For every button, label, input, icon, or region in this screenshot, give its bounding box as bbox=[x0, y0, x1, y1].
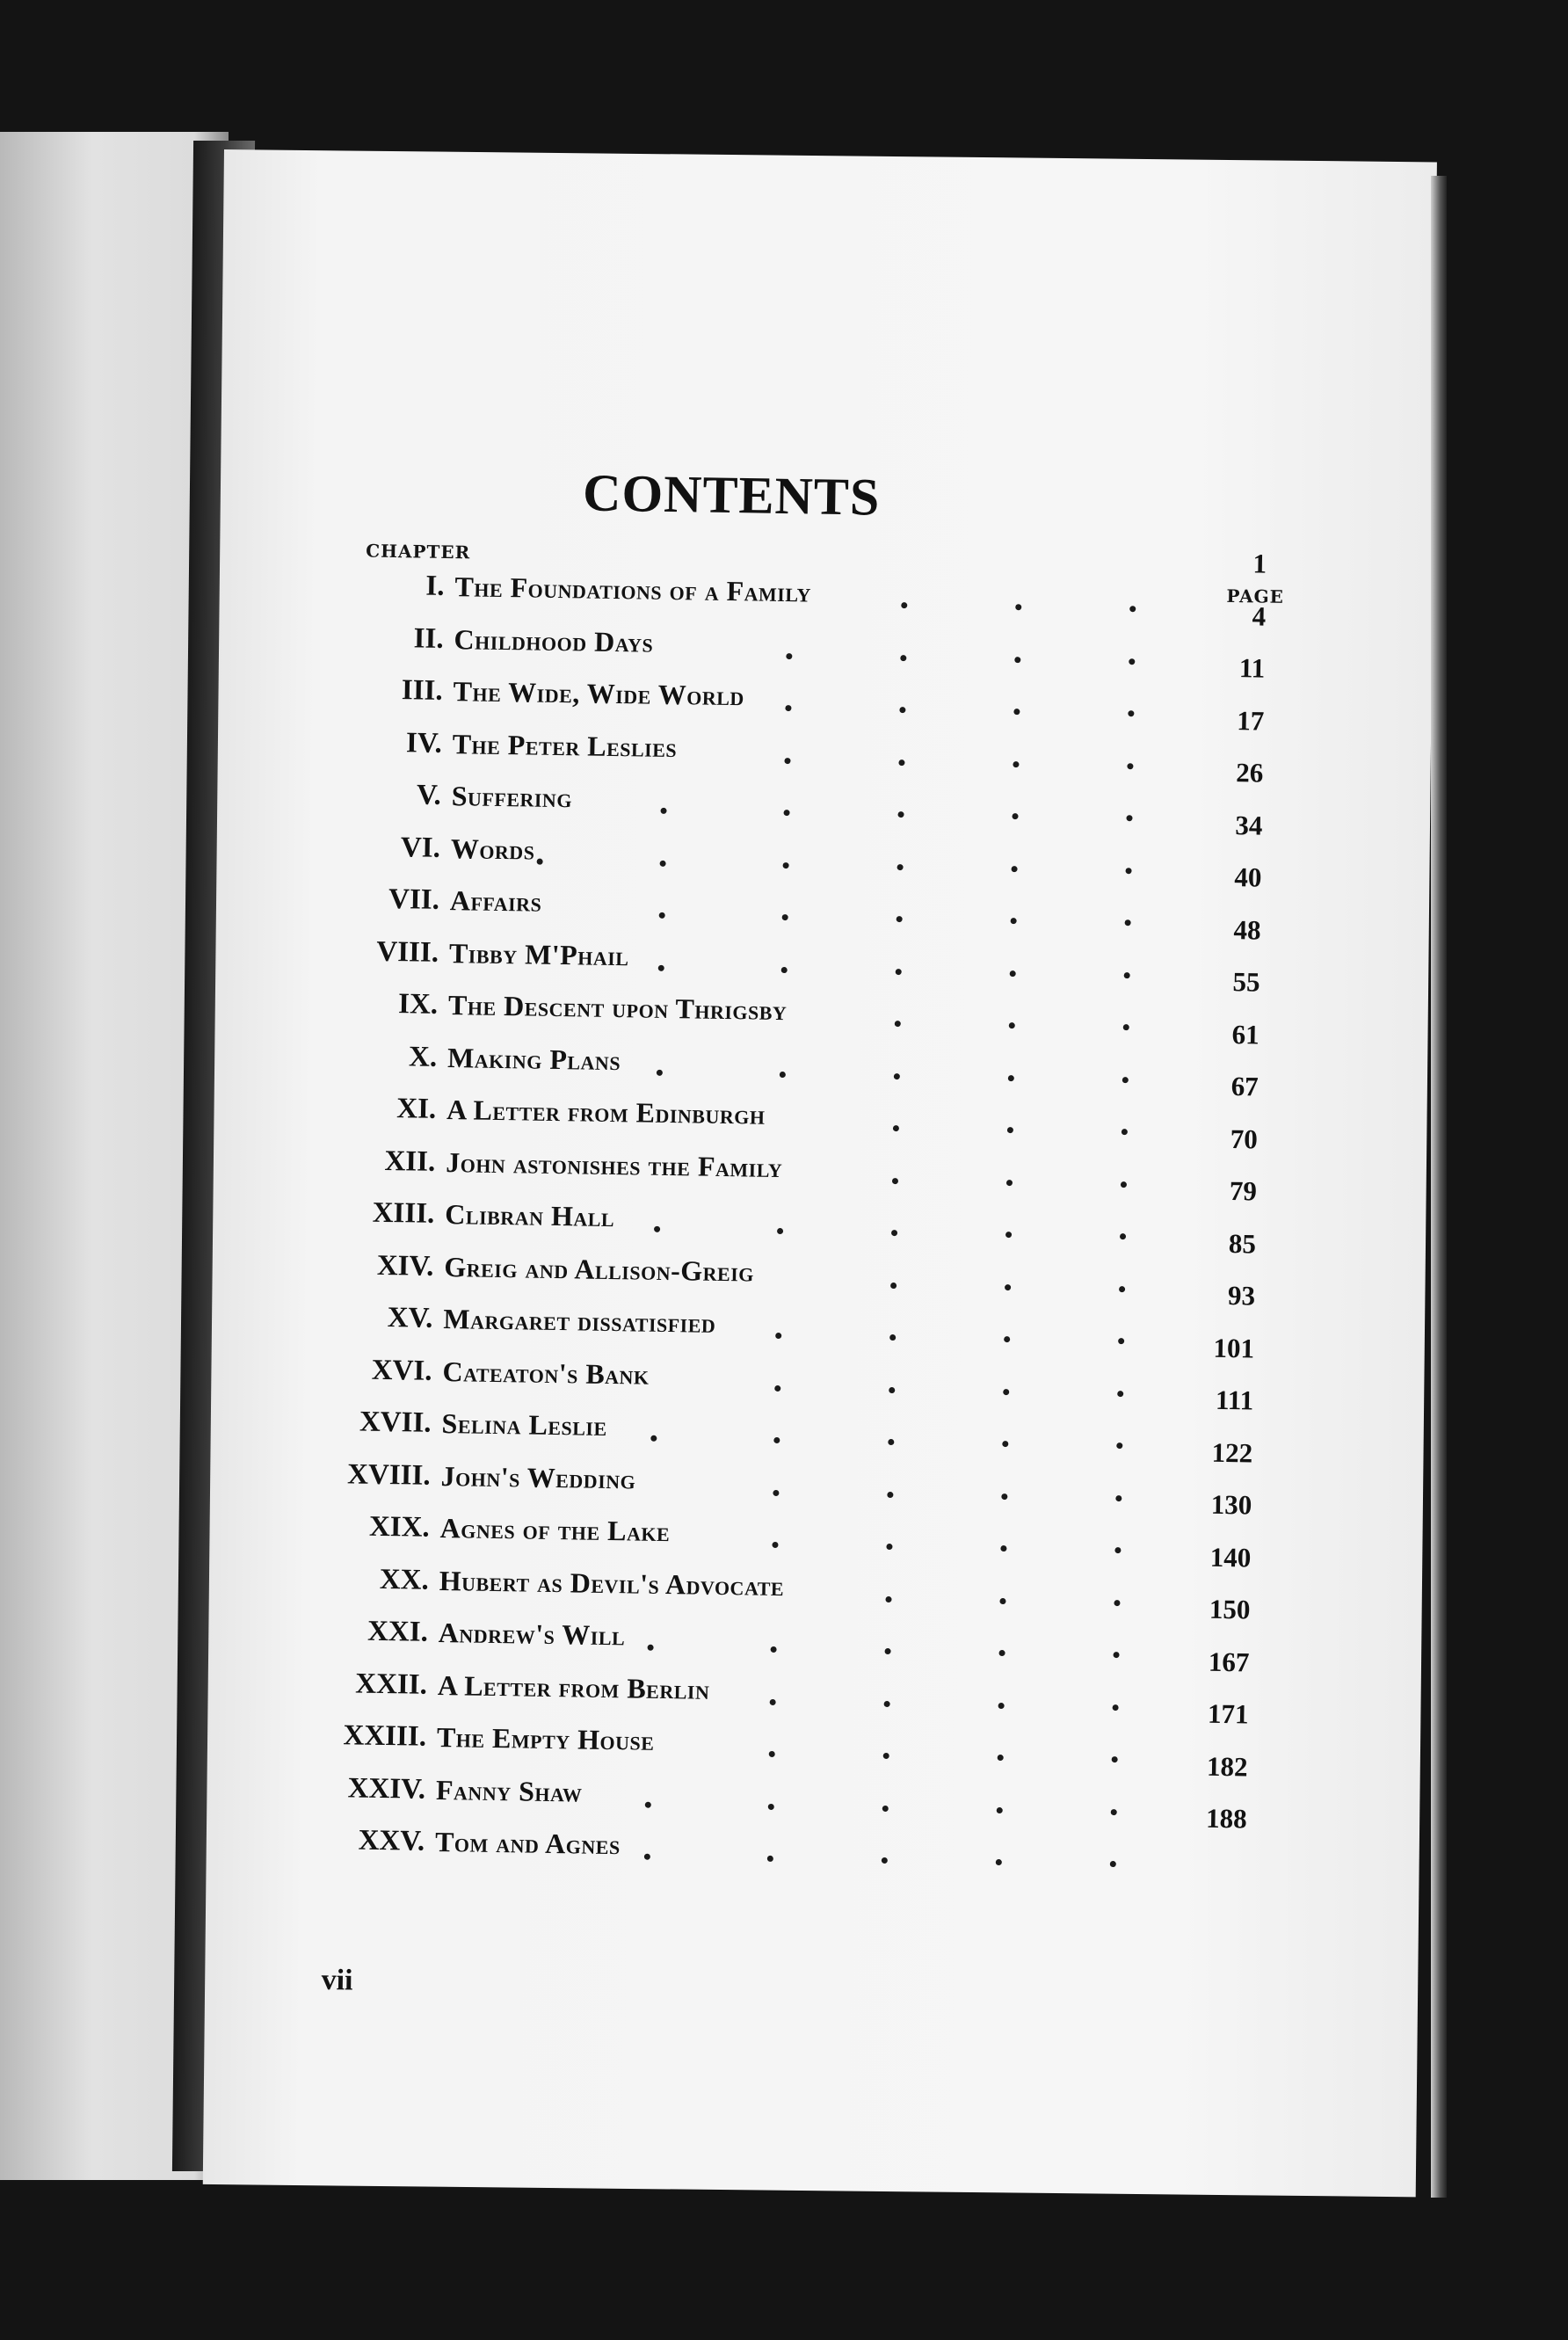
chapter-number: II. bbox=[413, 621, 444, 655]
chapter-number: V. bbox=[416, 779, 442, 811]
page-title: CONTENTS bbox=[582, 463, 881, 527]
page-number: 111 bbox=[1215, 1384, 1254, 1416]
leader-dot bbox=[1128, 710, 1134, 716]
chapter-title: Clibran Hall bbox=[445, 1198, 615, 1233]
leader-dot bbox=[1010, 970, 1016, 977]
page-number: 1 bbox=[1252, 548, 1267, 579]
chapter-number: XV. bbox=[387, 1302, 433, 1334]
leader-dot bbox=[882, 1857, 888, 1864]
chapter-title: A Letter from Edinburgh bbox=[446, 1094, 766, 1130]
leader-dot bbox=[767, 1856, 773, 1862]
leader-dot bbox=[1129, 606, 1136, 612]
chapter-title: Childhood Days bbox=[454, 622, 654, 658]
chapter-number: III. bbox=[401, 674, 443, 707]
leader-dot bbox=[657, 1069, 663, 1075]
leader-dot bbox=[1005, 1232, 1012, 1238]
page-number: 182 bbox=[1206, 1750, 1248, 1782]
chapter-title: Affairs bbox=[449, 884, 542, 918]
page-number: 4 bbox=[1252, 600, 1267, 632]
page-number: 130 bbox=[1210, 1488, 1252, 1521]
leader-dot bbox=[998, 1702, 1005, 1708]
page-number: 140 bbox=[1209, 1541, 1252, 1573]
leader-dot bbox=[537, 858, 543, 864]
leader-dot bbox=[889, 1386, 895, 1392]
leader-dot bbox=[1013, 709, 1020, 715]
page-number: 167 bbox=[1208, 1646, 1250, 1677]
leader-dot bbox=[1119, 1286, 1125, 1292]
leader-dot bbox=[885, 1648, 891, 1654]
chapter-title: Greig and Allison-Greig bbox=[444, 1250, 755, 1288]
page-number: 122 bbox=[1211, 1436, 1253, 1468]
page-number: 61 bbox=[1231, 1018, 1259, 1050]
leader-dot bbox=[1006, 1180, 1013, 1186]
chapter-number: X. bbox=[408, 1040, 438, 1073]
page-number: 93 bbox=[1227, 1280, 1256, 1312]
page-column-header: PAGE bbox=[1226, 585, 1285, 607]
page-number: 85 bbox=[1228, 1227, 1257, 1260]
page-number: 101 bbox=[1213, 1332, 1255, 1364]
leader-dot bbox=[1115, 1495, 1122, 1501]
leader-dot bbox=[898, 759, 904, 766]
leader-dot bbox=[1129, 658, 1135, 665]
leader-dot bbox=[660, 860, 666, 866]
leader-dot bbox=[1112, 1756, 1118, 1762]
leader-dot bbox=[885, 1595, 891, 1602]
chapter-title: John astonishes the Family bbox=[445, 1145, 783, 1183]
chapter-title: Andrew's Will bbox=[438, 1616, 626, 1652]
chapter-title: Hubert as Devil's Advocate bbox=[439, 1564, 785, 1602]
chapter-column-header: CHAPTER bbox=[365, 540, 471, 563]
leader-dot bbox=[1126, 815, 1132, 821]
leader-dot bbox=[999, 1650, 1005, 1656]
chapter-number: XII. bbox=[384, 1145, 436, 1178]
leader-dot bbox=[1001, 1493, 1007, 1500]
chapter-number: IX. bbox=[397, 988, 439, 1021]
leader-dot bbox=[1013, 761, 1019, 767]
chapter-title: The Descent upon Thrigsby bbox=[447, 989, 788, 1027]
leader-dot bbox=[888, 1439, 894, 1445]
leader-dot bbox=[771, 1646, 777, 1653]
leader-dot bbox=[999, 1598, 1005, 1604]
chapter-number: XXII. bbox=[355, 1667, 428, 1701]
chapter-number: XIX. bbox=[368, 1510, 431, 1544]
chapter-title: Words bbox=[450, 832, 535, 866]
leader-dot bbox=[997, 1806, 1003, 1813]
leader-dot bbox=[650, 1435, 657, 1442]
leader-dot bbox=[1127, 763, 1133, 769]
leader-dot bbox=[1011, 918, 1017, 924]
leader-dot bbox=[1015, 604, 1021, 610]
leader-dot bbox=[893, 1125, 899, 1131]
chapter-title: The Peter Leslies bbox=[452, 727, 678, 763]
leader-dot bbox=[897, 916, 903, 922]
leader-dot bbox=[645, 1801, 651, 1807]
leader-dot bbox=[897, 811, 904, 818]
chapter-number: XIII. bbox=[372, 1196, 435, 1230]
leader-dot bbox=[1110, 1861, 1116, 1867]
leader-dot bbox=[775, 1333, 781, 1339]
page-number: 17 bbox=[1236, 704, 1265, 737]
leader-dot bbox=[644, 1854, 650, 1860]
chapter-title: The Wide, Wide World bbox=[453, 675, 745, 712]
leader-dot bbox=[1117, 1391, 1123, 1397]
leader-dot bbox=[781, 967, 788, 973]
leader-dot bbox=[882, 1805, 889, 1811]
leader-dot bbox=[654, 1226, 660, 1232]
page-number: 34 bbox=[1235, 809, 1263, 841]
leader-dot bbox=[998, 1755, 1004, 1761]
leader-dot bbox=[894, 1073, 900, 1079]
leader-dot bbox=[895, 1021, 901, 1027]
leader-dot bbox=[1003, 1389, 1009, 1395]
chapter-number: XVII. bbox=[359, 1406, 432, 1439]
leader-dot bbox=[783, 810, 789, 816]
page-number: 11 bbox=[1238, 652, 1266, 684]
leader-dot bbox=[892, 1178, 898, 1184]
leader-dot bbox=[1113, 1704, 1119, 1711]
leader-dot bbox=[783, 862, 789, 868]
page-number: 40 bbox=[1234, 861, 1262, 893]
leader-dot bbox=[1007, 1127, 1013, 1133]
chapter-number: IV. bbox=[405, 726, 443, 759]
leader-dot bbox=[891, 1230, 897, 1236]
leader-dot bbox=[768, 1803, 774, 1809]
leader-dot bbox=[1008, 1075, 1014, 1081]
chapter-title: Tibby M'Phail bbox=[448, 936, 629, 971]
leader-dot bbox=[780, 1071, 786, 1077]
leader-dot bbox=[1009, 1022, 1015, 1028]
chapter-number: XXIII. bbox=[343, 1719, 427, 1753]
chapter-title: Cateaton's Bank bbox=[442, 1355, 650, 1391]
page-number: 55 bbox=[1232, 966, 1260, 998]
leader-dot bbox=[1000, 1545, 1006, 1552]
leader-dot bbox=[889, 1334, 896, 1341]
leader-dot bbox=[773, 1437, 780, 1443]
leader-dot bbox=[777, 1228, 783, 1234]
leader-dot bbox=[774, 1384, 780, 1391]
leader-dot bbox=[1122, 1129, 1128, 1135]
chapter-title: John's Wedding bbox=[440, 1459, 636, 1494]
leader-dot bbox=[1116, 1443, 1122, 1449]
leader-dot bbox=[1113, 1652, 1119, 1658]
leader-dot bbox=[770, 1698, 776, 1704]
leader-dot bbox=[1121, 1181, 1127, 1188]
leader-dot bbox=[1114, 1547, 1121, 1553]
chapter-title: Suffering bbox=[451, 780, 573, 814]
page-number: 67 bbox=[1230, 1071, 1259, 1102]
leader-dot bbox=[658, 964, 664, 970]
page-number: 26 bbox=[1236, 757, 1264, 788]
leader-dot bbox=[1004, 1336, 1010, 1342]
leader-dot bbox=[1122, 1077, 1129, 1083]
chapter-title: Fanny Shaw bbox=[435, 1773, 583, 1808]
leader-dot bbox=[887, 1491, 893, 1497]
leader-dot bbox=[1111, 1809, 1117, 1815]
leader-dot bbox=[1120, 1233, 1126, 1239]
leader-dot bbox=[782, 914, 788, 920]
leader-dot bbox=[769, 1751, 775, 1757]
leader-dot bbox=[648, 1645, 654, 1651]
leader-dot bbox=[1118, 1338, 1124, 1344]
leader-dot bbox=[884, 1700, 890, 1706]
leader-dot bbox=[899, 707, 905, 713]
page-number: 70 bbox=[1230, 1123, 1259, 1155]
chapter-number: XVIII. bbox=[346, 1457, 431, 1492]
leader-dot bbox=[900, 655, 906, 661]
chapter-title: Tom and Agnes bbox=[434, 1825, 621, 1861]
leader-dot bbox=[1124, 972, 1130, 978]
leader-dot bbox=[890, 1283, 897, 1289]
leader-dot bbox=[786, 653, 792, 659]
page-number: 171 bbox=[1207, 1697, 1249, 1730]
contents-page bbox=[198, 0, 1464, 2340]
leader-dot bbox=[901, 602, 907, 608]
chapter-number: XXV. bbox=[358, 1824, 425, 1857]
leader-dot bbox=[1005, 1284, 1011, 1290]
chapter-number: I. bbox=[425, 570, 445, 602]
chapter-number: VIII. bbox=[376, 935, 439, 969]
leader-dot bbox=[896, 969, 902, 975]
chapter-number: XI. bbox=[396, 1093, 437, 1125]
leader-dot bbox=[1014, 657, 1020, 663]
chapter-number: XIV. bbox=[376, 1249, 434, 1283]
page-number: 150 bbox=[1209, 1593, 1251, 1625]
chapter-number: VI. bbox=[400, 831, 441, 864]
chapter-number: XX. bbox=[379, 1563, 430, 1596]
chapter-number: VII. bbox=[388, 883, 440, 916]
chapter-number: XXIV. bbox=[347, 1771, 426, 1806]
leader-dot bbox=[996, 1859, 1002, 1865]
chapter-title: Agnes of the Lake bbox=[439, 1511, 671, 1548]
chapter-title: A Letter from Berlin bbox=[437, 1668, 710, 1705]
chapter-title: Making Plans bbox=[446, 1041, 621, 1076]
leader-dot bbox=[661, 808, 667, 814]
leader-dot bbox=[785, 705, 791, 711]
leader-dot bbox=[773, 1489, 779, 1495]
leader-dot bbox=[1002, 1441, 1008, 1447]
leader-dot bbox=[1125, 919, 1131, 926]
chapter-title: Margaret dissatisfied bbox=[443, 1303, 716, 1339]
leader-dot bbox=[883, 1753, 889, 1759]
leader-dot bbox=[772, 1542, 778, 1548]
chapter-title: The Foundations of a Family bbox=[454, 570, 812, 608]
chapter-title: Selina Leslie bbox=[441, 1407, 608, 1442]
page-number: 188 bbox=[1205, 1802, 1247, 1835]
leader-dot bbox=[1114, 1600, 1120, 1606]
leader-dot bbox=[897, 864, 904, 870]
leader-dot bbox=[784, 758, 790, 764]
leader-dot bbox=[1012, 813, 1018, 819]
page-folio: vii bbox=[321, 1963, 353, 1997]
chapter-title: The Empty House bbox=[436, 1720, 655, 1756]
leader-dot bbox=[1012, 866, 1018, 872]
leader-dot bbox=[1123, 1024, 1129, 1030]
page-number: 79 bbox=[1229, 1175, 1258, 1207]
chapter-number: XXI. bbox=[367, 1615, 429, 1648]
leader-dot bbox=[659, 912, 665, 919]
leader-dot bbox=[1126, 868, 1132, 874]
chapter-number: XVI. bbox=[371, 1354, 432, 1387]
leader-dot bbox=[886, 1544, 892, 1550]
page-number: 48 bbox=[1233, 913, 1261, 946]
